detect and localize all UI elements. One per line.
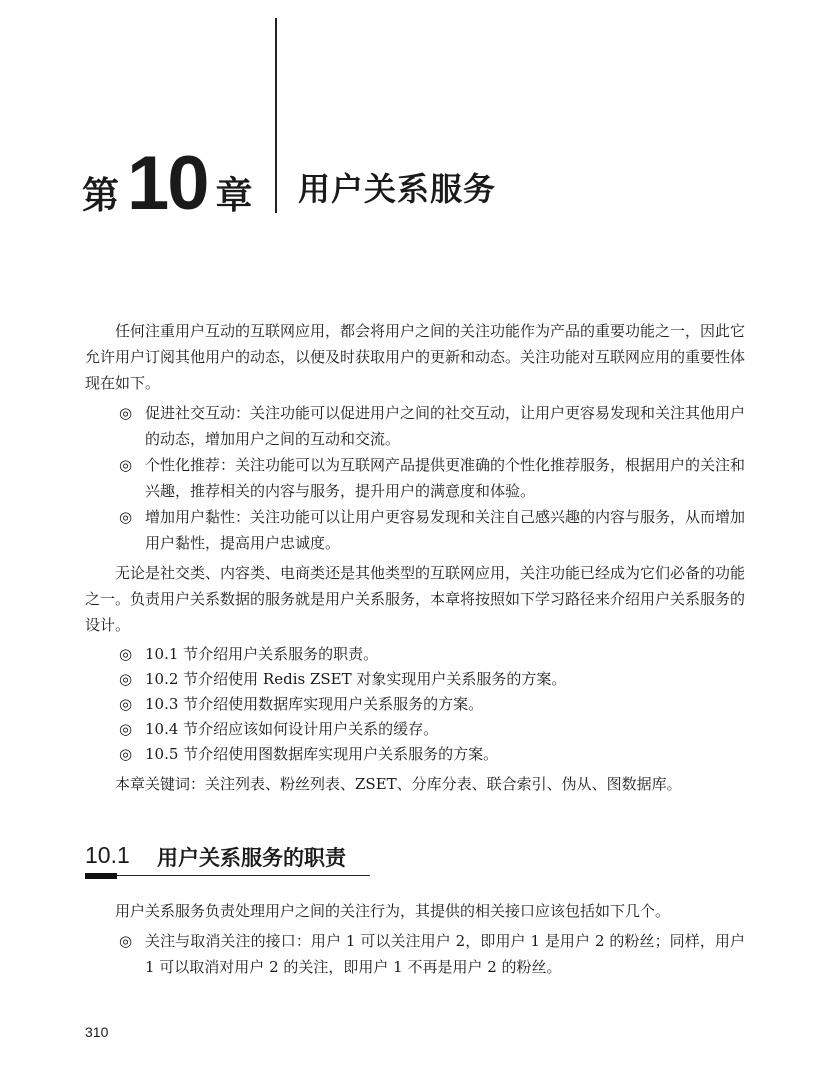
list-item: ◎ 增加用户黏性：关注功能可以让用户更容易发现和关注自己感兴趣的内容与服务，从而增加用户黏性，提高用户忠诚度。 [85,504,745,556]
chapter-prefix: 第 [82,174,119,217]
list-item: ◎ 促进社交互动：关注功能可以促进用户之间的社交互动，让用户更容易发现和关注其他用户的动态，增加用户之间的互动和交流。 [85,400,745,452]
chapter-heading [82,138,253,228]
chapter-title: 用户关系服务 [298,170,497,208]
section-intro: 用户关系服务负责处理用户之间的关注行为，其提供的相关接口应该包括如下几个。 [115,902,671,920]
list-item: ◎ 10.1 节介绍用户关系服务的职责。 [85,642,745,667]
keywords-line: 本章关键词：关注列表、粉丝列表、ZSET、分库分表、联合索引、伪从、图数据库。 [115,775,682,793]
list-item: ◎ 10.5 节介绍使用图数据库实现用户关系服务的方案。 [85,742,745,767]
section-title: 用户关系服务的职责 [157,846,346,870]
interface-list [85,928,745,980]
benefit-list [85,400,745,556]
bullet-icon: ◎ [119,695,133,713]
bullet-icon: ◎ [119,670,133,688]
roadmap-paragraph: 无论是社交类、内容类、电商类还是其他类型的互联网应用，关注功能已经成为它们必备的功能之一。负责用户关系数据的服务就是用户关系服务，本章将按照如下学习路径来介绍用户关系服务的设计。 [85,564,746,634]
list-item: ◎ 关注与取消关注的接口：用户 1 可以关注用户 2，即用户 1 是用户 2 的粉丝；同样，用户 1 可以取消对用户 2 的关注，即用户 1 不再是用户 2 的粉丝。 [85,928,745,980]
section-heading [85,842,375,882]
section-underline [85,875,370,876]
bullet-icon: ◎ [119,404,133,422]
section-accent-bar [85,873,117,879]
bullet-icon: ◎ [119,720,133,738]
chapter-divider [275,18,277,213]
bullet-icon: ◎ [119,645,133,663]
chapter-number: 10 [127,141,208,226]
list-item: ◎ 10.3 节介绍使用数据库实现用户关系服务的方案。 [85,692,745,717]
roadmap-list [85,642,745,767]
chapter-suffix: 章 [215,174,253,217]
bullet-icon: ◎ [119,508,133,526]
section-body [85,898,745,984]
section-number: 10.1 [85,842,130,868]
bullet-icon: ◎ [119,456,133,474]
bullet-icon: ◎ [119,932,133,950]
list-item: ◎ 10.2 节介绍使用 Redis ZSET 对象实现用户关系服务的方案。 [85,667,745,692]
list-item: ◎ 个性化推荐：关注功能可以为互联网产品提供更准确的个性化推荐服务，根据用户的关注和兴趣，推荐相关的内容与服务，提升用户的满意度和体验。 [85,452,745,504]
intro-paragraph: 任何注重用户互动的互联网应用，都会将用户之间的关注功能作为产品的重要功能之一，因此它允许用户订阅其他用户的动态，以便及时获取用户的更新和动态。关注功能对互联网应用的重要性体现在如下。 [85,322,746,392]
bullet-icon: ◎ [119,745,133,763]
page-number: 310 [85,1024,109,1040]
chapter-body [85,318,745,797]
list-item: ◎ 10.4 节介绍应该如何设计用户关系的缓存。 [85,717,745,742]
